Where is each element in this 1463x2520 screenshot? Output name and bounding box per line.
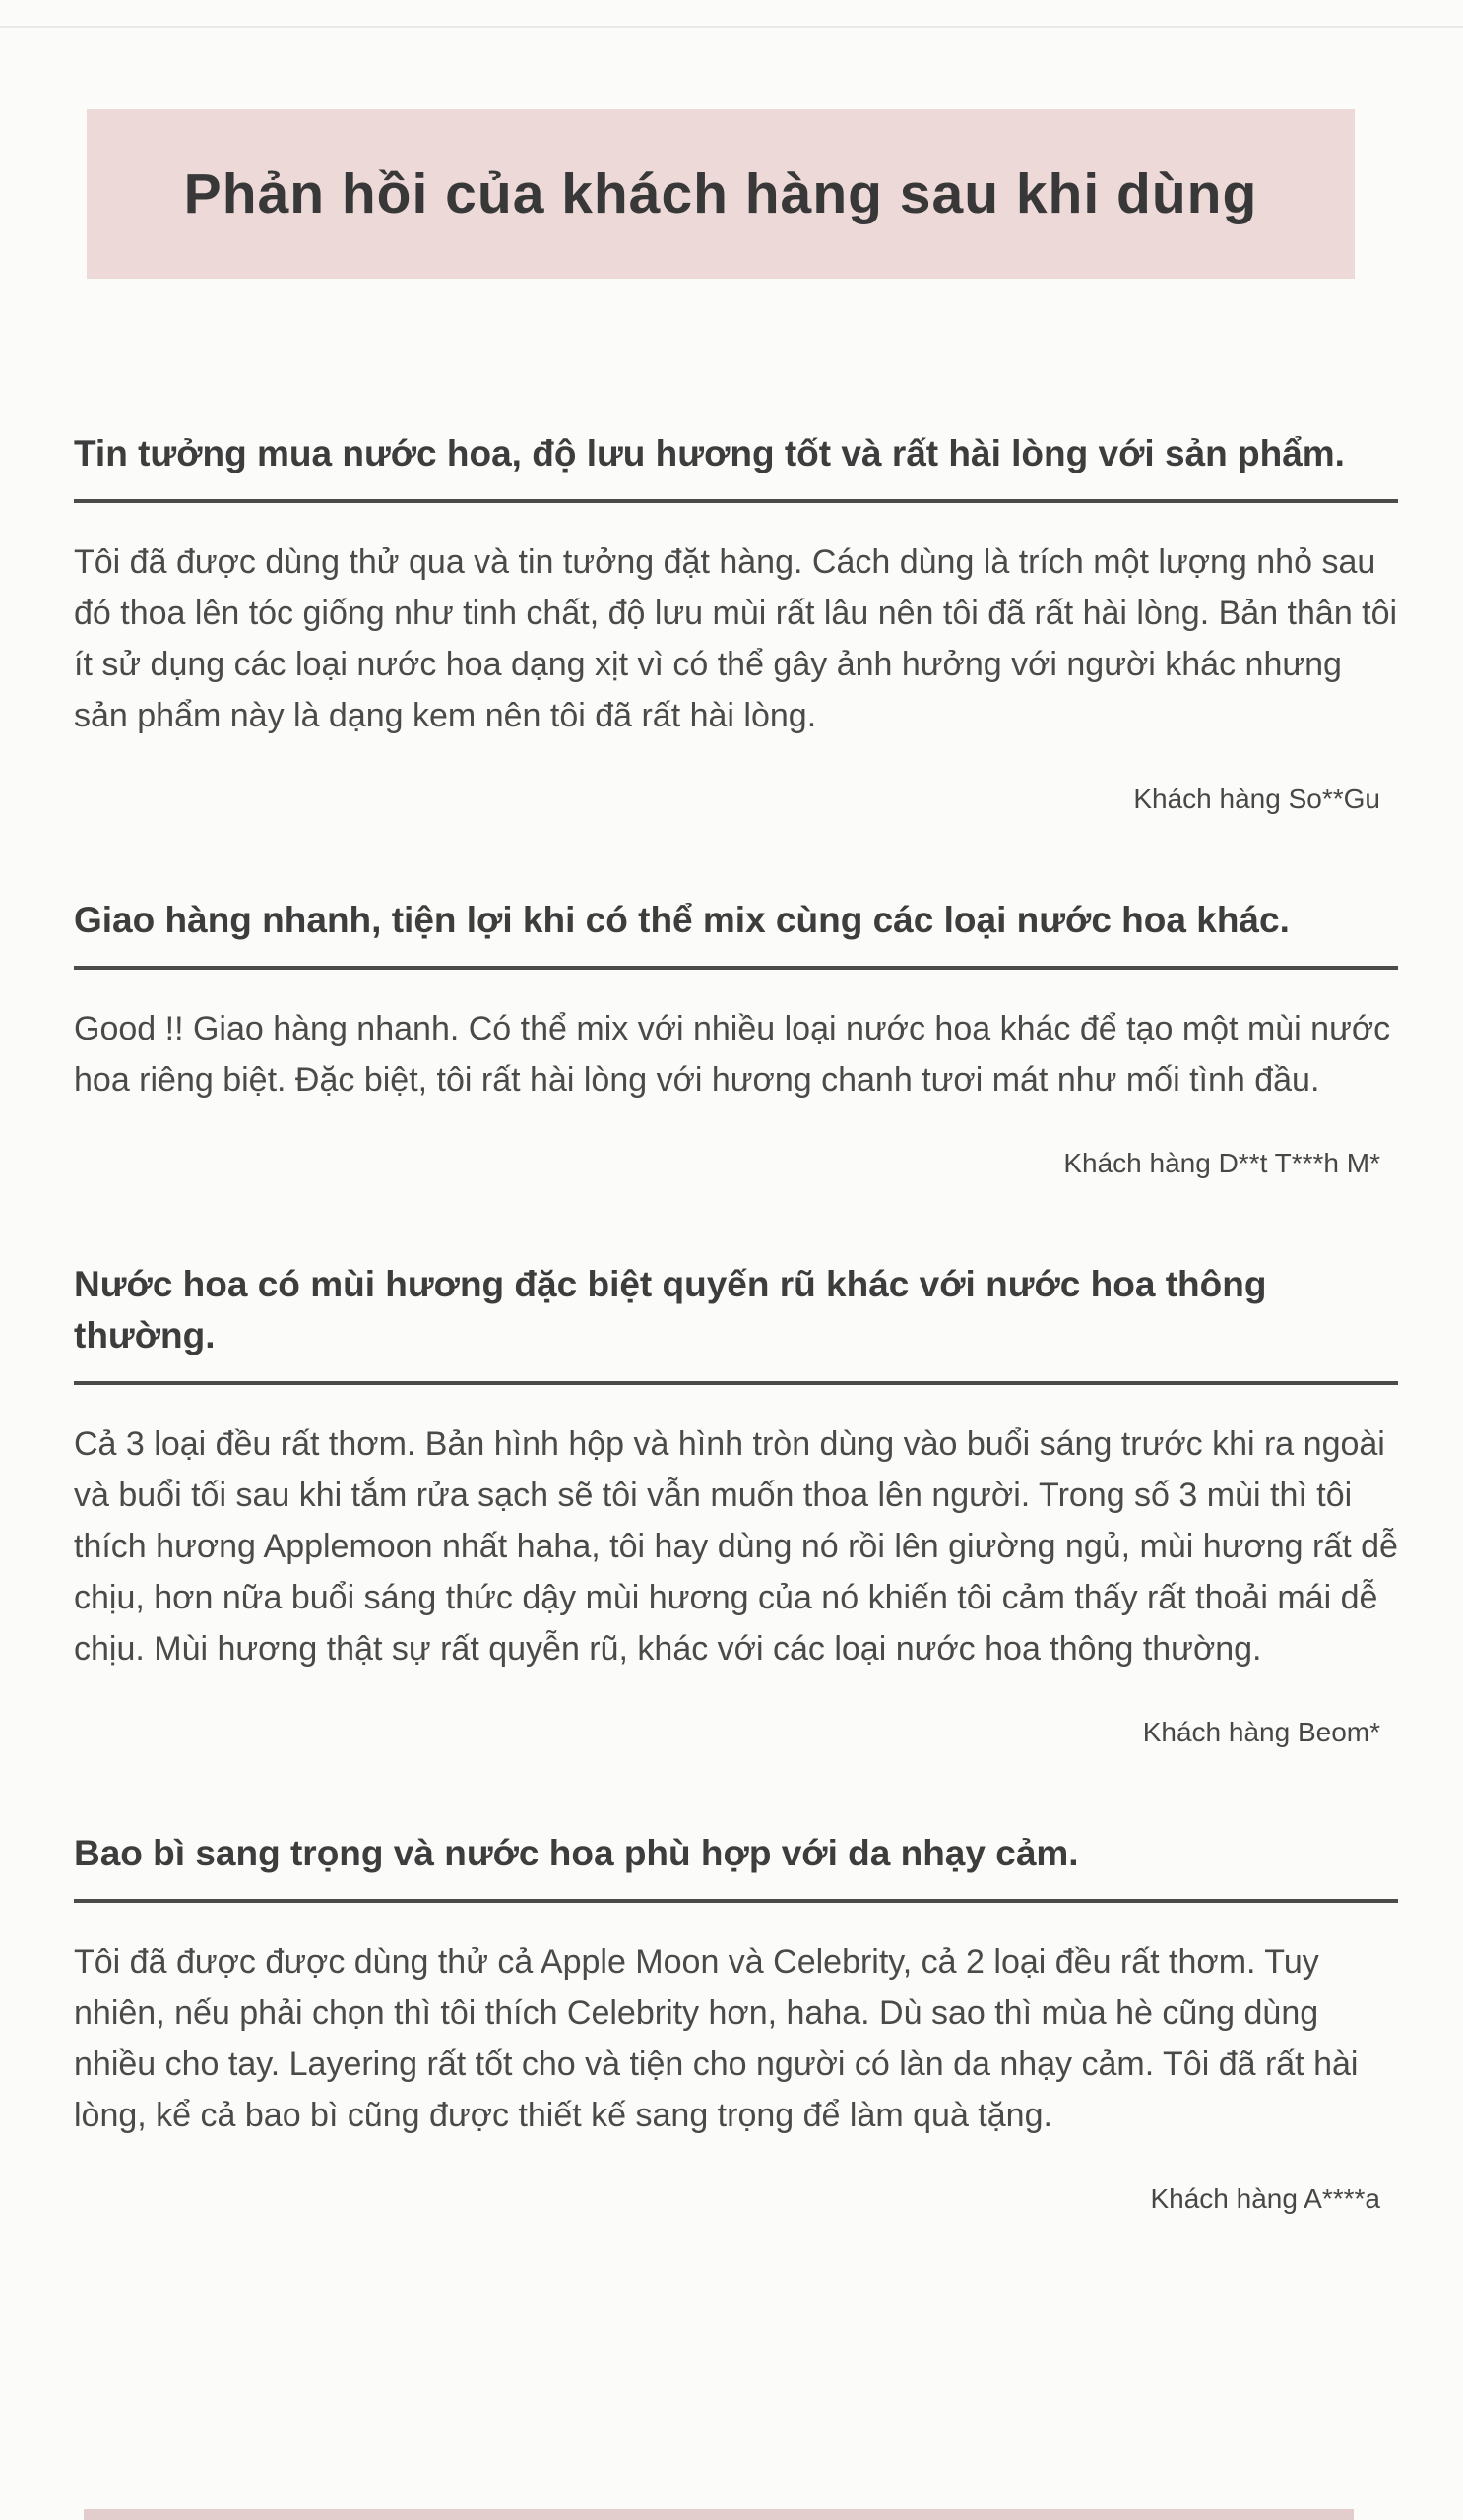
review-item-4	[74, 1828, 1398, 2218]
review-body: Good !! Giao hàng nhanh. Có thể mix với nhiều loại nước hoa khác để tạo một mùi nước hoa riêng biệt. Đặc biệt, tôi rất hài lòng với hương chanh tươi mát như mối tình đầu.	[74, 1010, 1391, 1099]
page-title: Phản hồi của khách hàng sau khi dùng	[183, 162, 1258, 225]
review-body: Cả 3 loại đều rất thơm. Bản hình hộp và hình tròn dùng vào buổi sáng trước khi ra ngoài và buổi tối sau khi tắm rửa sạch sẽ tôi vẫn muốn thoa lên người. Trong số 3 mùi thì tôi thích hương Applemoon nhất haha, tôi hay dùng nó rồi lên giường ngủ, mùi hương rất dễ chịu, hơn nữa buổi sáng thức dậy mùi hương của nó khiến tôi cảm thấy rất thoải mái dễ chịu. Mùi hương thật sự rất quyễn rũ, khác với các loại nước hoa thông thường.	[74, 1425, 1398, 1668]
top-divider	[0, 26, 1463, 28]
review-customer: Khách hàng So**Gu	[1133, 784, 1380, 814]
review-customer: Khách hàng A****a	[1150, 2183, 1380, 2214]
title-banner	[87, 109, 1355, 279]
review-heading: Bao bì sang trọng và nước hoa phù hợp với da nhạy cảm.	[74, 1828, 1398, 1903]
review-heading: Tin tưởng mua nước hoa, độ lưu hương tốt và rất hài lòng với sản phẩm.	[74, 428, 1398, 503]
review-item-3	[74, 1259, 1398, 1751]
review-customer: Khách hàng Beom*	[1142, 1717, 1380, 1747]
review-item-1	[74, 428, 1398, 818]
review-body: Tôi đã được dùng thử qua và tin tưởng đặt hàng. Cách dùng là trích một lượng nhỏ sau đó thoa lên tóc giống như tinh chất, độ lưu mùi rất lâu nên tôi đã rất hài lòng. Bản thân tôi ít sử dụng các loại nước hoa dạng xịt vì có thể gây ảnh hưởng với người khác nhưng sản phẩm này là dạng kem nên tôi đã rất hài lòng.	[74, 543, 1398, 734]
review-item-2	[74, 895, 1398, 1182]
review-heading: Giao hàng nhanh, tiện lợi khi có thể mix cùng các loại nước hoa khác.	[74, 895, 1398, 970]
reviews-list	[74, 279, 1398, 2218]
next-section-banner	[84, 2509, 1354, 2520]
review-customer: Khách hàng D**t T***h M*	[1063, 1148, 1380, 1178]
review-heading: Nước hoa có mùi hương đặc biệt quyến rũ khác với nước hoa thông thường.	[74, 1259, 1398, 1385]
review-body: Tôi đã được được dùng thử cả Apple Moon và Celebrity, cả 2 loại đều rất thơm. Tuy nhiên, nếu phải chọn thì tôi thích Celebrity hơn, haha. Dù sao thì mùa hè cũng dùng nhiều cho tay. Layering rất tốt cho và tiện cho người có làn da nhạy cảm. Tôi đã rất hài lòng, kể cả bao bì cũng được thiết kế sang trọng để làm quà tặng.	[74, 1943, 1359, 2134]
